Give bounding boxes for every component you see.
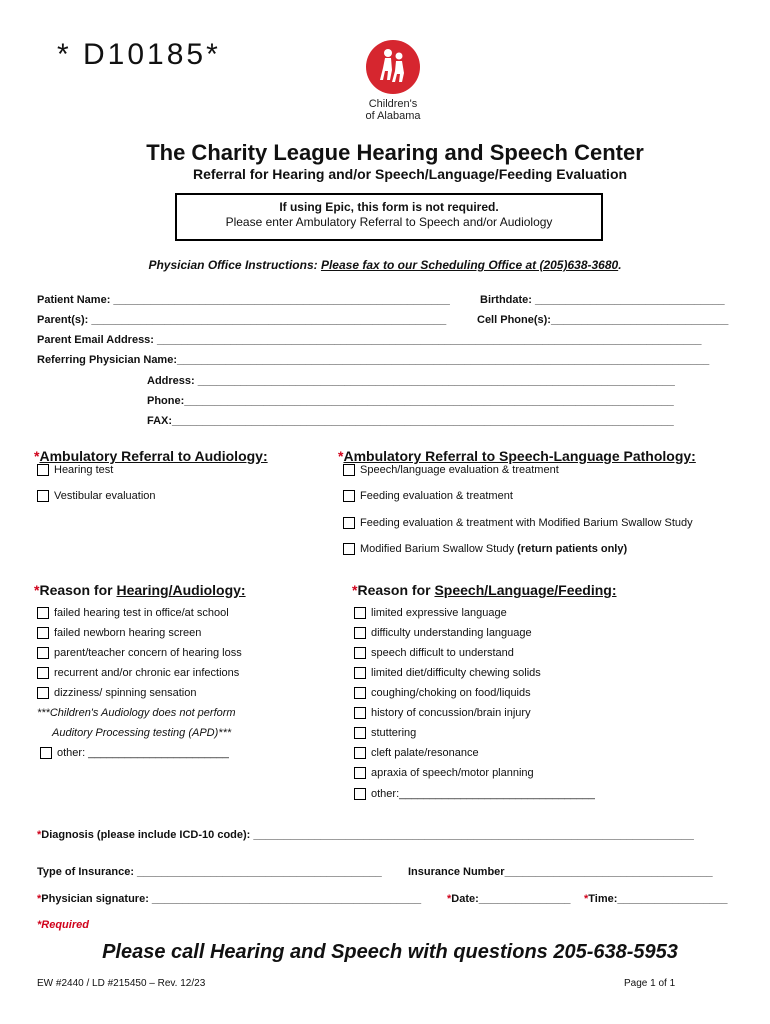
checkbox-box[interactable]	[37, 464, 49, 476]
checkbox-feeding-eval[interactable]	[343, 490, 513, 502]
logo-line2: of Alabama	[365, 110, 421, 122]
slp-referral-heading	[338, 448, 696, 464]
page-number: Page 1 of 1	[624, 978, 676, 989]
required-asterisk: *	[447, 893, 452, 905]
time-field[interactable]	[584, 893, 728, 905]
checkbox-box[interactable]	[354, 627, 366, 639]
contact-callout: Please call Hearing and Speech with questions 205-638-5953	[102, 941, 678, 963]
reason-hearing-heading	[34, 582, 246, 598]
checkbox-box[interactable]	[354, 667, 366, 679]
checkbox-speech-language-eval[interactable]	[343, 464, 559, 476]
checkbox-label: Hearing test	[54, 464, 114, 476]
diagnosis-field[interactable]	[37, 829, 694, 841]
required-asterisk: *	[352, 582, 358, 598]
checkbox-label: speech difficult to understand	[371, 647, 514, 659]
phone-field[interactable]: Phone:________________________________________________________________________________	[147, 395, 674, 407]
checkbox-box[interactable]	[354, 607, 366, 619]
insurance-number-field[interactable]: Insurance Number__________________________________	[408, 866, 713, 878]
checkbox-failed-newborn-screen[interactable]	[37, 627, 201, 639]
checkbox-mbs-study[interactable]	[343, 543, 627, 555]
checkbox-label: limited expressive language	[371, 607, 507, 619]
audiology-heading-text: Ambulatory Referral to Audiology:	[39, 448, 268, 464]
required-asterisk: *	[584, 893, 589, 905]
checkbox-cleft-palate[interactable]	[354, 747, 479, 759]
checkbox-label: Modified Barium Swallow Study	[360, 543, 515, 555]
reason-speech-heading	[352, 582, 617, 598]
checkbox-box[interactable]	[37, 627, 49, 639]
checkbox-box[interactable]	[354, 747, 366, 759]
checkbox-label: difficulty understanding language	[371, 627, 532, 639]
notice-line1: If using Epic, this form is not required.	[279, 200, 499, 214]
parents-field[interactable]: Parent(s): __________________________________________________________	[37, 314, 447, 326]
checkbox-label: coughing/choking on food/liquids	[371, 687, 531, 699]
checkbox-limited-diet[interactable]	[354, 667, 541, 679]
checkbox-apraxia[interactable]	[354, 767, 534, 779]
apd-note-line1: ***Children's Audiology does not perform	[37, 707, 236, 719]
checkbox-parent-teacher-concern[interactable]	[37, 647, 242, 659]
checkbox-feeding-eval-mbs[interactable]	[343, 517, 693, 529]
childrens-of-alabama-logo	[358, 40, 428, 122]
checkbox-label: dizziness/ spinning sensation	[54, 687, 197, 699]
checkbox-label: failed newborn hearing screen	[54, 627, 202, 639]
checkbox-label: Vestibular evaluation	[54, 490, 156, 502]
logo-line1: Children's	[368, 98, 418, 110]
checkbox-box[interactable]	[354, 767, 366, 779]
checkbox-coughing-choking[interactable]	[354, 687, 531, 699]
diagnosis-label: Diagnosis (please include ICD-10 code): ________________________________________________________________________	[41, 829, 694, 841]
reason-hearing-heading-text: Hearing/Audiology:	[116, 582, 246, 598]
date-label: Date:_______________	[451, 893, 571, 905]
checkbox-concussion[interactable]	[354, 707, 531, 719]
audiology-referral-heading	[34, 448, 268, 464]
checkbox-box[interactable]	[37, 647, 49, 659]
checkbox-box[interactable]	[354, 687, 366, 699]
referring-physician-field[interactable]: Referring Physician Name:_______________________________________________________________________________________	[37, 354, 710, 366]
barcode-text: * D10185*	[57, 38, 221, 71]
fax-field[interactable]: FAX:__________________________________________________________________________________	[147, 415, 674, 427]
checkbox-label: limited diet/difficulty chewing solids	[371, 667, 541, 679]
reason-speech-heading-text: Speech/Language/Feeding:	[434, 582, 617, 598]
checkbox-label: parent/teacher concern of hearing loss	[54, 647, 242, 659]
checkbox-box[interactable]	[343, 490, 355, 502]
epic-notice-box	[175, 193, 603, 241]
physician-instructions	[0, 258, 770, 272]
checkbox-ear-infections[interactable]	[37, 667, 239, 679]
required-legend: *Required	[37, 919, 89, 931]
address-field[interactable]: Address: ______________________________________________________________________________	[147, 375, 675, 387]
instructions-prefix: Physician Office Instructions:	[148, 258, 318, 272]
slp-heading-text: Ambulatory Referral to Speech-Language Pathology:	[343, 448, 696, 464]
required-asterisk: *	[37, 893, 42, 905]
checkbox-label: stuttering	[371, 727, 417, 739]
logo-wordmark	[358, 98, 428, 122]
checkbox-stuttering[interactable]	[354, 727, 416, 739]
instructions-suffix: .	[618, 258, 622, 272]
checkbox-failed-hearing-test[interactable]	[37, 607, 229, 619]
reason-prefix: Reason for	[39, 582, 117, 598]
fax-instruction: Please fax to our Scheduling Office at (205)638-3680	[320, 258, 619, 272]
checkbox-label: Speech/language evaluation & treatment	[360, 464, 559, 476]
checkbox-label: cleft palate/resonance	[371, 747, 479, 759]
checkbox-box[interactable]	[354, 707, 366, 719]
checkbox-label: Feeding evaluation & treatment with Modified Barium Swallow Study	[360, 517, 693, 529]
checkbox-label: failed hearing test in office/at school	[54, 607, 229, 619]
checkbox-box[interactable]	[37, 490, 49, 502]
checkbox-box[interactable]	[354, 788, 366, 800]
checkbox-hearing-other[interactable]	[40, 747, 229, 759]
checkbox-box[interactable]	[37, 607, 49, 619]
insurance-type-field[interactable]: Type of Insurance: ________________________________________	[37, 866, 382, 878]
checkbox-label: recurrent and/or chronic ear infections	[54, 667, 240, 679]
checkbox-label: other:________________________________	[371, 788, 595, 800]
checkbox-difficulty-understanding[interactable]	[354, 627, 532, 639]
signature-label: Physician signature: ____________________________________________	[41, 893, 422, 905]
notice-line2: Please enter Ambulatory Referral to Speech and/or Audiology	[225, 215, 553, 229]
reason-prefix: Reason for	[357, 582, 435, 598]
checkbox-limited-expressive[interactable]	[354, 607, 507, 619]
form-subtitle: Referral for Hearing and/or Speech/Language/Feeding Evaluation	[192, 166, 628, 182]
form-revision: EW #2440 / LD #215450 – Rev. 12/23	[37, 978, 206, 989]
checkbox-box[interactable]	[37, 687, 49, 699]
checkbox-label: apraxia of speech/motor planning	[371, 767, 534, 779]
children-figures-icon	[366, 40, 420, 94]
apd-note-line2: Auditory Processing testing (APD)***	[52, 727, 232, 739]
checkbox-box[interactable]	[40, 747, 52, 759]
checkbox-speech-difficult[interactable]	[354, 647, 514, 659]
mbs-note: (return patients only)	[517, 543, 628, 555]
checkbox-speech-other[interactable]	[354, 788, 595, 800]
time-label: Time:__________________	[588, 893, 728, 905]
cell-phone-field[interactable]: Cell Phone(s):_____________________________	[477, 314, 729, 326]
checkbox-vestibular-evaluation[interactable]	[37, 490, 156, 502]
checkbox-label: history of concussion/brain injury	[371, 707, 531, 719]
checkbox-label: Feeding evaluation & treatment	[360, 490, 513, 502]
checkbox-hearing-test[interactable]	[37, 464, 113, 476]
patient-name-field[interactable]: Patient Name: _______________________________________________________	[37, 294, 450, 306]
physician-signature-field[interactable]	[37, 893, 421, 905]
checkbox-dizziness[interactable]	[37, 687, 196, 699]
parent-email-field[interactable]: Parent Email Address: _________________________________________________________________________________________	[37, 334, 702, 346]
required-asterisk: *	[34, 582, 40, 598]
required-asterisk: *	[37, 829, 42, 841]
checkbox-box[interactable]	[343, 517, 355, 529]
checkbox-box[interactable]	[343, 464, 355, 476]
date-field[interactable]	[447, 893, 571, 905]
form-title: The Charity League Hearing and Speech Center	[146, 140, 644, 165]
checkbox-box[interactable]	[343, 543, 355, 555]
birthdate-field[interactable]: Birthdate: _______________________________	[480, 294, 725, 306]
checkbox-box[interactable]	[37, 667, 49, 679]
checkbox-label: other: _______________________	[57, 747, 229, 759]
checkbox-box[interactable]	[354, 647, 366, 659]
required-asterisk: *	[34, 448, 40, 464]
required-asterisk: *	[338, 448, 344, 464]
checkbox-box[interactable]	[354, 727, 366, 739]
